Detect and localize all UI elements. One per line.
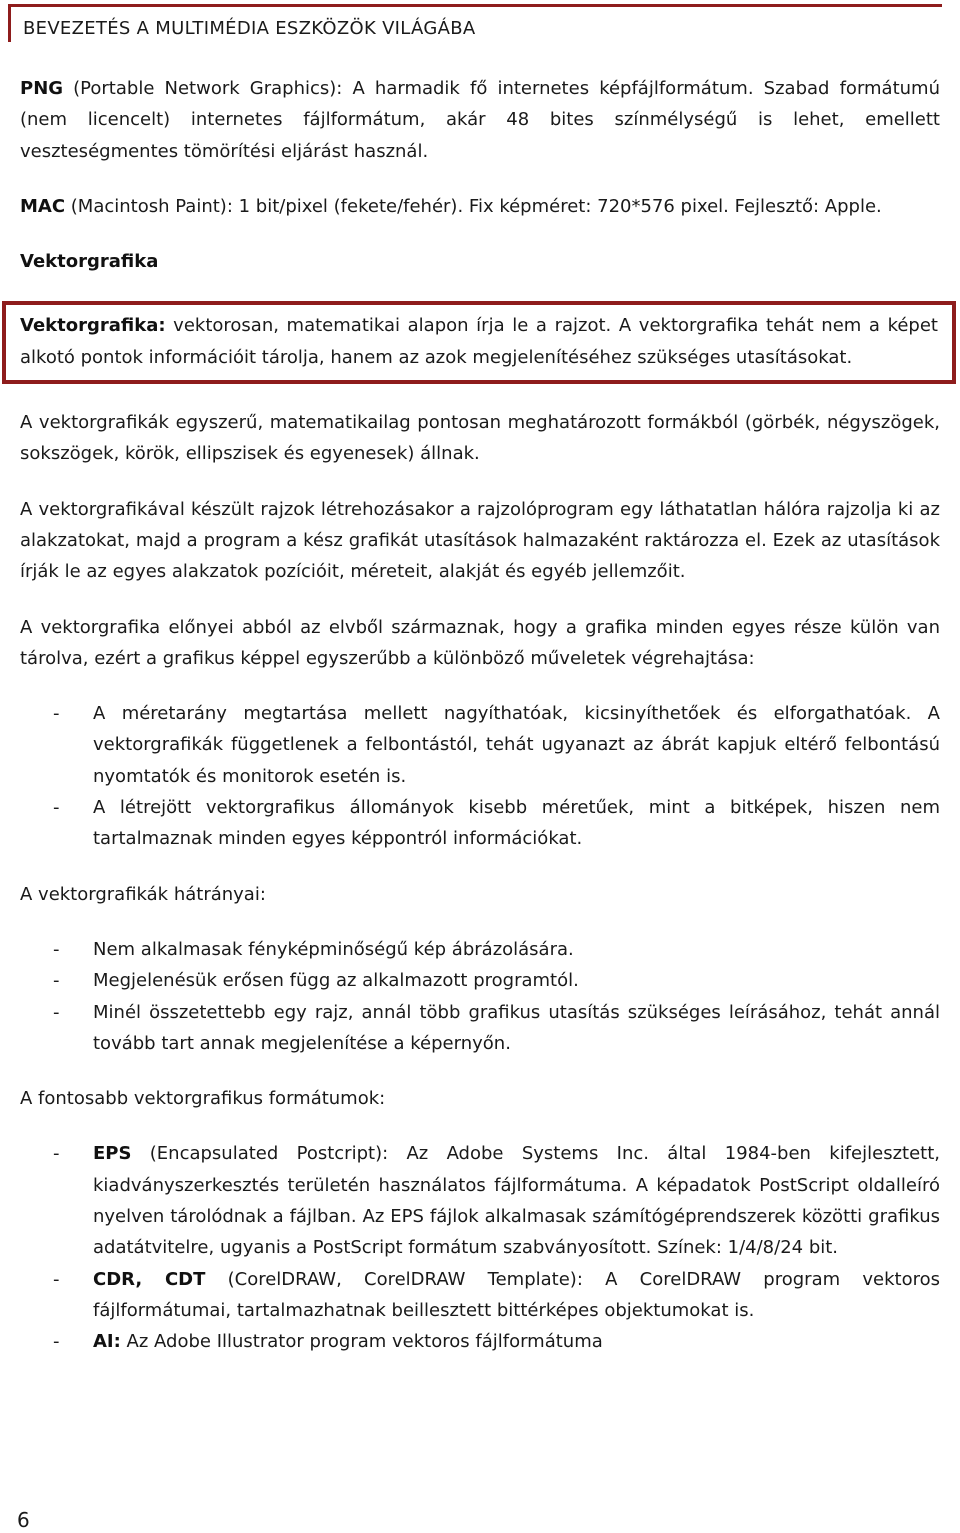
png-paragraph — [20, 73, 940, 167]
format-term: EPS — [93, 1143, 132, 1165]
png-text: (Portable Network Graphics): A harmadik fő internetes képfájlformátum. Szabad formátumú (nem licencelt) internetes fájlformátum, akár 48 bites színmélységű is lehet, emellett veszteségmentes tömörítési eljárást használ. — [20, 78, 940, 162]
formats-title: A fontosabb vektorgrafikus formátumok: — [20, 1088, 386, 1110]
list-item: - Minél összetettebb egy rajz, annál több grafikus utasítás szükséges leírásához, tehát annál tovább tart annak megjelenítése a képernyőn. — [53, 1001, 940, 1054]
section-heading: Vektorgrafika — [20, 251, 159, 273]
definition-text: vektorosan, matematikai alapon írja le a rajzot. A vektorgrafika tehát nem a képet alkotó pontok információit tárolja, hanem az azok megjelenítéséhez szükséges utasításokat. — [20, 315, 938, 368]
mac-term: MAC — [20, 195, 66, 217]
format-term: CDR, CDT — [93, 1268, 206, 1290]
definition-box — [2, 301, 956, 384]
list-item: - AI: Az Adobe Illustrator program vektoros fájlformátuma — [53, 1331, 603, 1353]
list-item: - Megjelenésük erősen függ az alkalmazott programtól. — [53, 970, 579, 992]
list-item: - A létrejött vektorgrafikus állományok kisebb méretűek, mint a bitképek, hiszen nem tartalmaznak minden egyes képpontról információkat. — [53, 797, 940, 850]
list-item: - A méretarány megtartása mellett nagyíthatóak, kicsinyíthetőek és elforgathatóak. A vektorgrafikák függetlenek a felbontástól, tehát ugyanazt az ábrát kapjuk eltérő felbontású nyomtatók és monitorok esetén is. — [53, 703, 940, 787]
disadvantages-title: A vektorgrafikák hátrányai: — [20, 883, 266, 905]
header-title: BEVEZETÉS A MULTIMÉDIA ESZKÖZÖK VILÁGÁBA — [23, 18, 476, 39]
mac-paragraph — [20, 191, 940, 222]
paragraph-forms: A vektorgrafikák egyszerű, matematikailag pontosan meghatározott formákból (görbék, négyszögek, sokszögek, körök, ellipszisek és egyenesek) állnak. — [20, 412, 940, 465]
mac-text: (Macintosh Paint): 1 bit/pixel (fekete/fehér). Fix képméret: 720*576 pixel. Fejlesztő: Apple. — [65, 195, 882, 217]
png-term: PNG — [20, 78, 64, 99]
definition-term: Vektorgrafika: — [20, 315, 166, 337]
advantages-list — [20, 698, 940, 854]
list-item: - Nem alkalmasak fényképminőségű kép ábrázolására. — [53, 938, 574, 960]
paragraph-drawing: A vektorgrafikával készült rajzok létrehozásakor a rajzolóprogram egy láthatatlan hálóra rajzolja ki az alakzatokat, majd a program a kész grafikát utasítások halmazaként raktározza el. Ezek az utasítások írják le az egyes alakzatok pozícióit, méreteit, alakját és egyéb jellemzőit. — [20, 498, 940, 583]
page-number: 6 — [17, 1508, 30, 1532]
disadvantages-list — [20, 934, 940, 1059]
paragraph-advantages-intro: A vektorgrafika előnyei abból az elvből származnak, hogy a grafika minden egyes része külön van tárolva, ezért a grafikus képpel egyszerűbb a különböző műveletek végrehajtása: — [20, 616, 940, 669]
formats-list — [20, 1138, 940, 1357]
document-body — [20, 73, 940, 1358]
list-item: - EPS (Encapsulated Postcript): Az Adobe Systems Inc. által 1984-ben kifejlesztett, kiadványszerkesztés területén használatos fájlformátuma. A képadatok PostScript oldalleíró nyelven tárolódnak a fájlban. Az EPS fájlok alkalmasak számítógéprendszerek közötti grafikus adatátvitelre, ugyanis a PostScript formátum szabványosított. Színek: 1/4/8/24 bit. — [53, 1143, 940, 1259]
format-term: AI: — [93, 1331, 121, 1353]
page-header — [8, 4, 942, 42]
list-item: - CDR, CDT (CorelDRAW, CorelDRAW Template): A CorelDRAW program vektoros fájlformátumai, tartalmazhatnak beillesztett bittérképes objektumokat is. — [53, 1268, 940, 1321]
